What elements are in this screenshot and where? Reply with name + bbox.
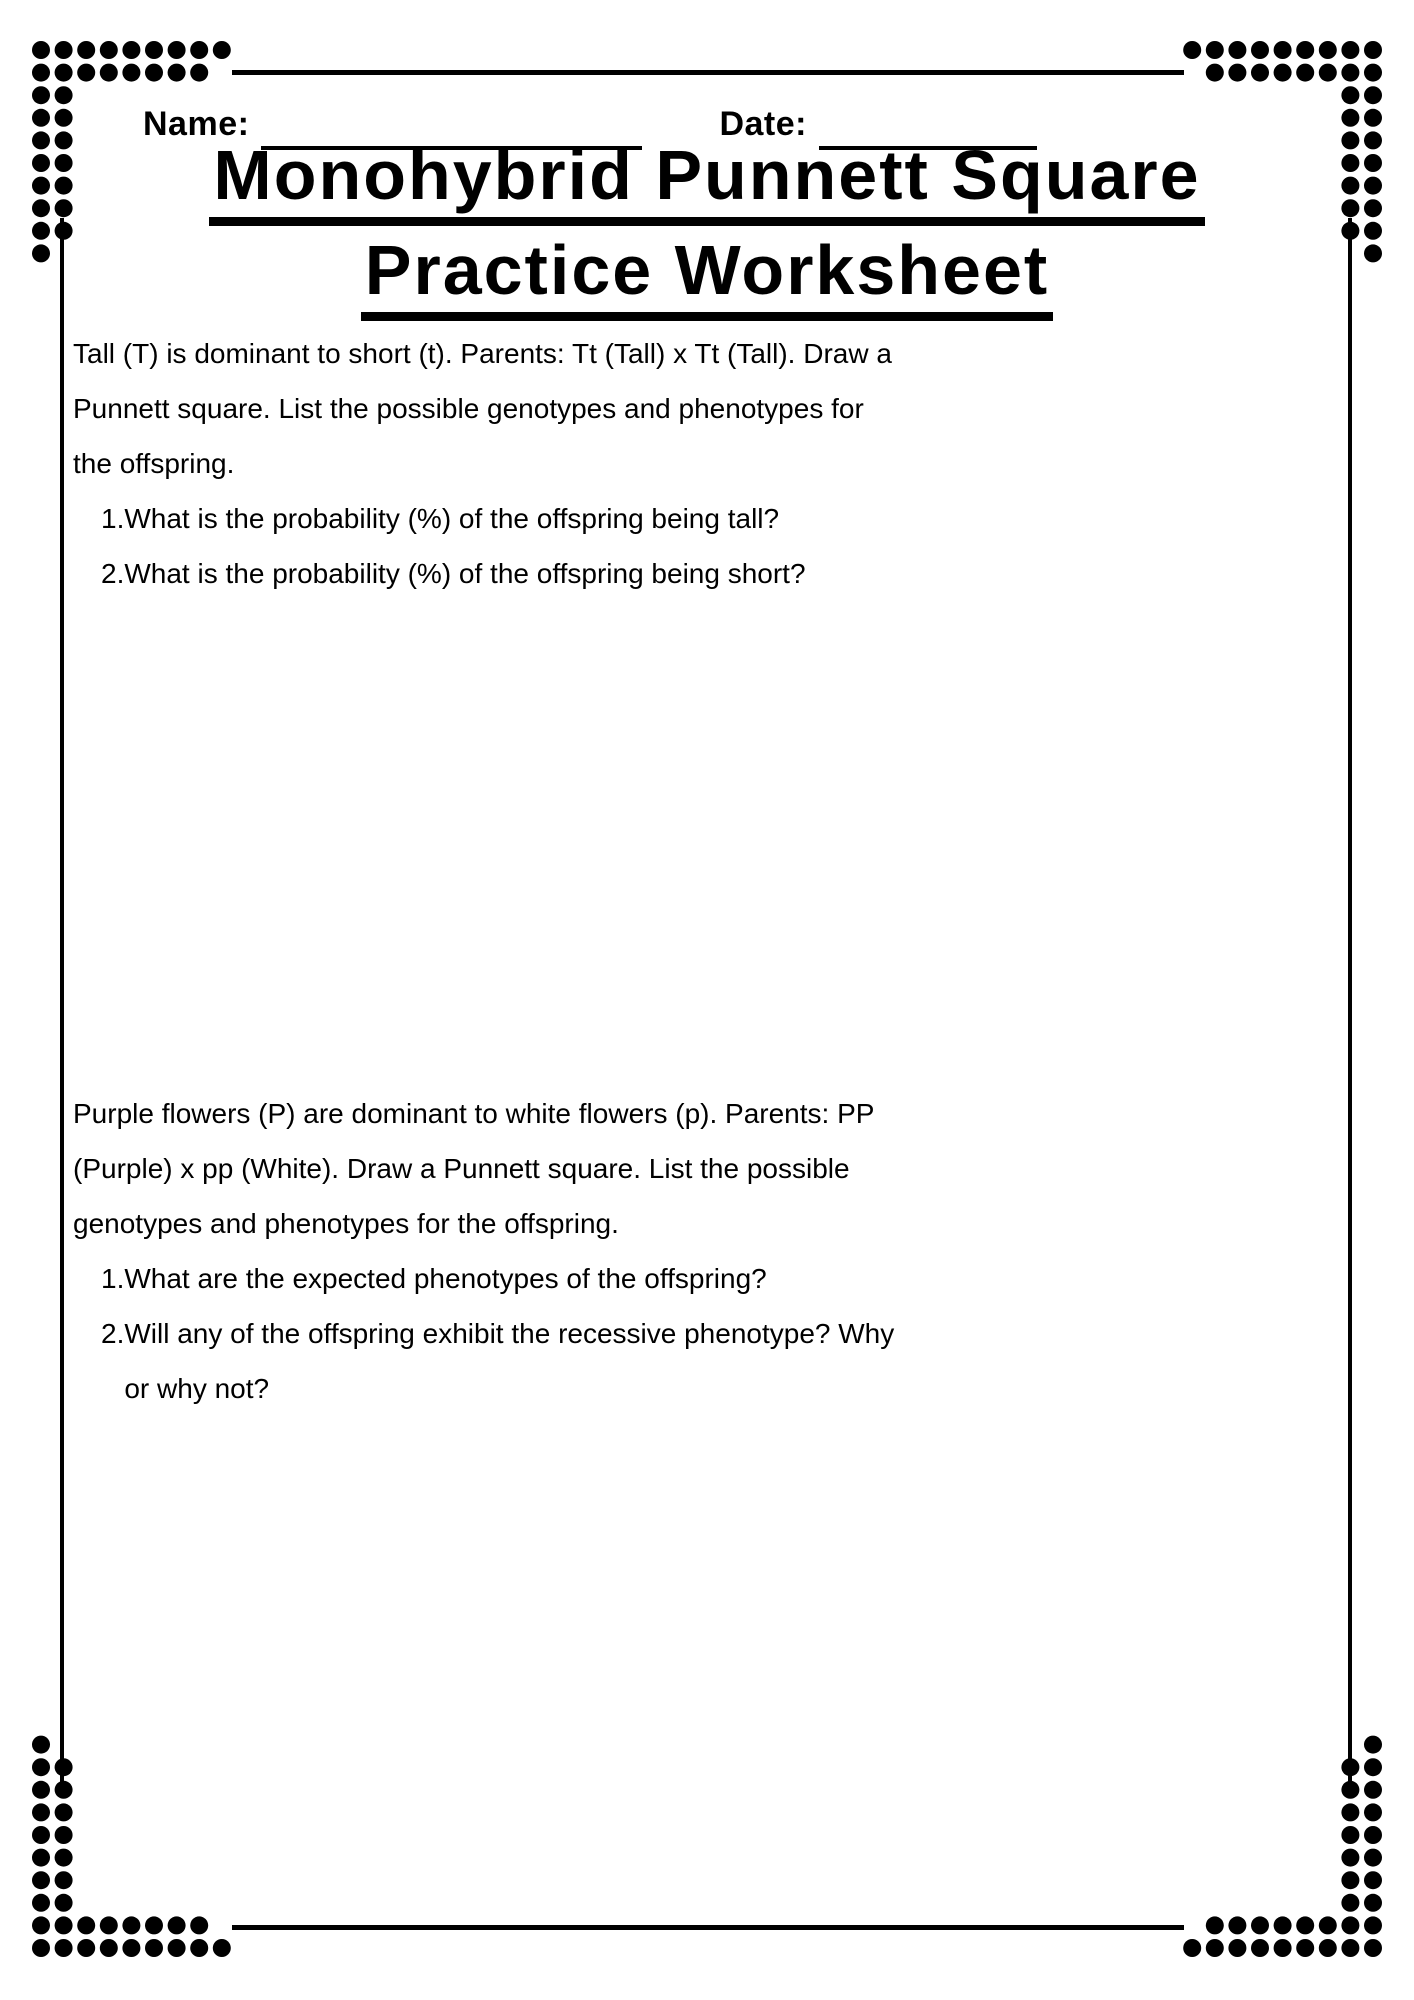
problem-paragraph-line: Punnett square. List the possible genotypes and phenotypes for: [73, 393, 864, 424]
problem-paragraph-line: the offspring.: [73, 448, 235, 479]
question-text-line: Will any of the offspring exhibit the recessive phenotype? Why: [124, 1318, 895, 1349]
problem-2-questions: [73, 1251, 894, 1416]
question-number: 2.: [101, 558, 125, 589]
question-number: 2.: [101, 1318, 125, 1349]
problem-paragraph-line: Tall (T) is dominant to short (t). Parents: Tt (Tall) x Tt (Tall). Draw a: [73, 338, 892, 369]
question-item: [101, 1251, 894, 1306]
question-number: 1.: [101, 1263, 125, 1294]
page-title-line1: Monohybrid Punnett Square: [209, 140, 1204, 226]
question-text-line: What is the probability (%) of the offspring being short?: [124, 558, 806, 589]
problem-paragraph-line: (Purple) x pp (White). Draw a Punnett square. List the possible: [73, 1153, 850, 1184]
question-text-line: What are the expected phenotypes of the offspring?: [124, 1263, 767, 1294]
problem-2: [73, 1086, 894, 1416]
question-item: [101, 1306, 894, 1416]
question-number: 1.: [101, 503, 125, 534]
frame-line-left: [60, 218, 64, 1782]
date-label: Date:: [719, 105, 807, 143]
name-label: Name:: [143, 105, 250, 143]
page-title: [62, 136, 1352, 321]
question-text-line: or why not?: [124, 1373, 270, 1404]
question-item: [101, 491, 892, 546]
problem-paragraph-line: Purple flowers (P) are dominant to white flowers (p). Parents: PP: [73, 1098, 875, 1129]
problem-paragraph-line: genotypes and phenotypes for the offspring.: [73, 1208, 619, 1239]
corner-dots-icon-bottom-left: [32, 1727, 242, 1957]
frame-line-bottom: [232, 1925, 1184, 1930]
frame-line-top: [232, 70, 1184, 75]
frame-line-right: [1348, 218, 1352, 1782]
problem-1-questions: [73, 491, 892, 601]
corner-dots-icon-bottom-right: [1172, 1727, 1382, 1957]
question-text-line: What is the probability (%) of the offspring being tall?: [124, 503, 780, 534]
page-title-line2: Practice Worksheet: [361, 235, 1053, 321]
problem-1: [73, 326, 892, 601]
question-item: [101, 546, 892, 601]
